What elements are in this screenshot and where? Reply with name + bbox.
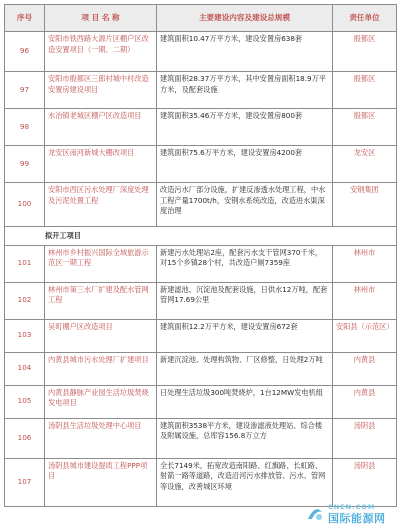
row-content: 全长7149米，拓宽改造南阳路、红旗路、长虹路、射箭一路等道路，改造沿河污水排放管、污水、管网等设施，改善城区环境 <box>157 458 333 506</box>
section-row <box>5 227 397 246</box>
row-name: 林州市乡村振兴国际全域旅游示范区一期工程 <box>45 245 157 282</box>
row-unit: 内黄县 <box>333 385 397 418</box>
row-unit: 殷都区 <box>333 32 397 72</box>
row-content: 建筑面积28.37万平方米，其中安置房面积18.9万平方米，及配套设施 <box>157 72 333 109</box>
table-row <box>5 352 397 385</box>
row-content: 新建污水处理站2座，配套污水支干管网370千米，对15个乡镇28个村，共改造户厕7359座 <box>157 245 333 282</box>
table-row <box>5 319 397 352</box>
row-unit: 安钢集团 <box>333 183 397 227</box>
row-content: 建筑面积35.46万平方米，建设安置房800套 <box>157 109 333 146</box>
table-row <box>5 146 397 183</box>
header-content: 主要建设内容及建设总规模 <box>157 5 333 32</box>
watermark-domain: CNEN.COM <box>328 503 376 511</box>
row-name: 内黄县静脉产业园生活垃圾焚烧发电项目 <box>45 385 157 418</box>
table-row <box>5 109 397 146</box>
row-no: 101 <box>5 245 45 282</box>
row-no: 96 <box>5 32 45 72</box>
row-name: 安阳市铁西路大源片区棚户区改造安置项目（一期、二期） <box>45 32 157 72</box>
table-header-row <box>5 5 397 32</box>
table-row <box>5 458 397 506</box>
row-unit: 殷都区 <box>333 72 397 109</box>
row-no: 103 <box>5 319 45 352</box>
table-row <box>5 282 397 319</box>
header-name: 项 目 名 称 <box>45 5 157 32</box>
row-unit: 内黄县 <box>333 352 397 385</box>
row-no: 99 <box>5 146 45 183</box>
row-unit: 林州市 <box>333 282 397 319</box>
row-name: 汤阴县城市建设提质工程PPP项目 <box>45 458 157 506</box>
row-name: 汤阴县生活垃圾处理中心项目 <box>45 418 157 458</box>
row-name: 水冶镇老城区棚户区改造项目 <box>45 109 157 146</box>
header-unit: 责任单位 <box>333 5 397 32</box>
row-content: 建筑面积3538平方米，建设渗滤液处理站、综合楼及附属设施，总库容156.8万立方 <box>157 418 333 458</box>
table-row <box>5 418 397 458</box>
row-name: 龙安区南河新城大棚改项目 <box>45 146 157 183</box>
row-content: 改造污水厂部分设施，扩建反渗透水处理工程，中水工程产量1700t/h，安钢水系统改造，改造进水渠深度治理 <box>157 183 333 227</box>
project-table <box>4 4 397 507</box>
row-no: 105 <box>5 385 45 418</box>
table-row <box>5 385 397 418</box>
row-no: 104 <box>5 352 45 385</box>
row-content: 新建滤池、沉淀池及配套设施，日供水12万吨，配套管网17.69公里 <box>157 282 333 319</box>
watermark-logo-icon <box>306 506 324 522</box>
row-content: 建筑面积12.2万平方米，建设安置房672套 <box>157 319 333 352</box>
row-no: 106 <box>5 418 45 458</box>
row-name: 安阳市西区污水处理厂深度处理及污泥处置工程 <box>45 183 157 227</box>
row-content: 建筑面积75.6万平方米，建设安置房4200套 <box>157 146 333 183</box>
row-unit: 林州市 <box>333 245 397 282</box>
row-unit: 汤阴县 <box>333 418 397 458</box>
header-no: 序号 <box>5 5 45 32</box>
row-unit: 安阳县（示范区） <box>333 319 397 352</box>
row-no: 102 <box>5 282 45 319</box>
row-no: 100 <box>5 183 45 227</box>
row-name: 林州市第三水厂扩建及配水管网工程 <box>45 282 157 319</box>
row-no: 107 <box>5 458 45 506</box>
watermark <box>306 503 394 525</box>
row-unit: 汤阴县 <box>333 458 397 506</box>
row-name: 安阳市殷都区三郎村城中村改造安置房建设项目 <box>45 72 157 109</box>
table-row <box>5 183 397 227</box>
table-row <box>5 245 397 282</box>
table-row <box>5 72 397 109</box>
row-no: 97 <box>5 72 45 109</box>
row-name: 内黄县城市污水处理厂扩建项目 <box>45 352 157 385</box>
table-row <box>5 32 397 72</box>
row-content: 建筑面积10.47万平方米，建设安置房638套 <box>157 32 333 72</box>
row-name: 吴町棚户区改造项目 <box>45 319 157 352</box>
watermark-name: 国际能源网 <box>328 512 386 525</box>
row-no: 98 <box>5 109 45 146</box>
row-unit: 龙安区 <box>333 146 397 183</box>
row-unit: 殷都区 <box>333 109 397 146</box>
section-title: 拟开工项目 <box>5 227 397 246</box>
row-content: 新建沉淀池、处理构筑物、厂区修整，日处理2万吨 <box>157 352 333 385</box>
row-content: 日处理生活垃圾300吨焚烧炉，1台12MW发电机组 <box>157 385 333 418</box>
